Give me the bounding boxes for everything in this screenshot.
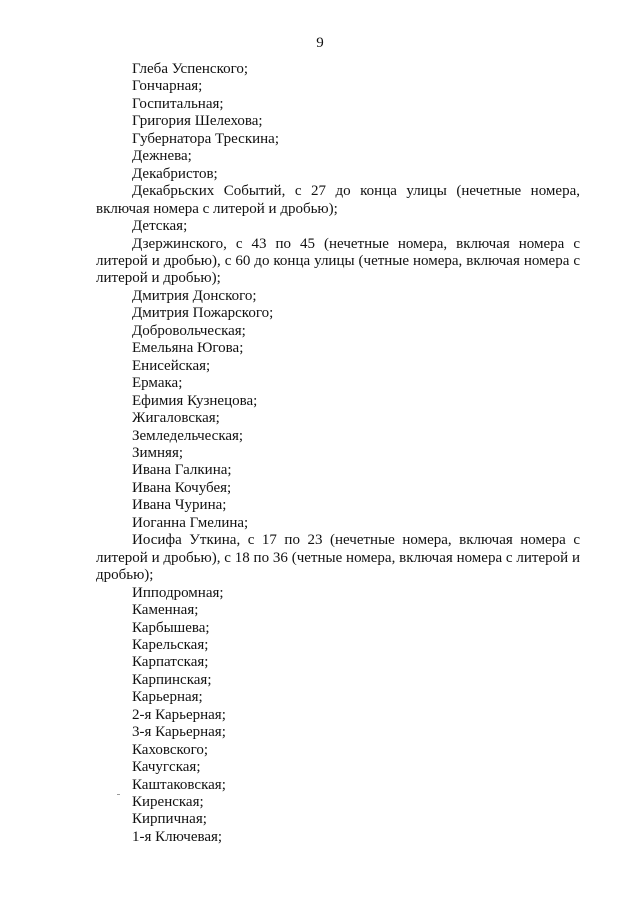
list-item: 3-я Карьерная;: [132, 724, 226, 741]
list-item: Дмитрия Донского;: [132, 287, 257, 304]
list-item: Зимняя;: [132, 444, 184, 461]
list-item: Енисейская;: [132, 357, 211, 374]
list-item: 1-я Ключевая;: [132, 828, 223, 845]
list-item: Карпинская;: [132, 671, 212, 688]
list-item: Земледельческая;: [132, 427, 244, 444]
list-item: Карельская;: [132, 636, 209, 653]
list-item: Карьерная;: [132, 689, 203, 706]
list-item: Ивана Чурина;: [132, 497, 227, 514]
list-item: Ивана Кочубея;: [132, 479, 232, 496]
list-item: Карбышева;: [132, 619, 210, 636]
list-item: Дмитрия Пожарского;: [132, 305, 274, 322]
list-item: Каховского;: [132, 741, 209, 758]
list-item: Иосифа Уткина, с 17 по 23 (нечетные номера, включая номера с литерой и дробью), с 18 по 36 (четные номера, включая номера с литерой и дробью);: [96, 532, 580, 584]
scan-speck: [117, 794, 120, 795]
page-number: 9: [316, 35, 324, 51]
list-item: Ефимия Кузнецова;: [132, 392, 258, 409]
list-item: Карпатская;: [132, 654, 209, 671]
list-item: Иоганна Гмелина;: [132, 514, 249, 531]
list-item: Кирпичная;: [132, 811, 207, 828]
list-item: Григория Шелехова;: [132, 113, 263, 130]
list-item: Каменная;: [132, 602, 199, 619]
list-item: Декабрьских Событий, с 27 до конца улицы (нечетные номера, включая номера с литерой и дробью);: [96, 183, 580, 217]
list-item: Емельяна Югова;: [132, 340, 244, 357]
street-list: [96, 61, 580, 846]
list-item: 2-я Карьерная;: [132, 706, 226, 723]
list-item: Детская;: [132, 218, 188, 235]
list-item: Декабристов;: [132, 165, 218, 182]
list-item: Глеба Успенского;: [132, 61, 249, 77]
list-item: Киренская;: [132, 794, 204, 811]
list-item: Ермака;: [132, 375, 183, 392]
list-item: Качугская;: [132, 759, 201, 776]
list-item: Ипподромная;: [132, 584, 224, 601]
list-item: Гончарная;: [132, 78, 203, 95]
list-item: Жигаловская;: [132, 410, 220, 427]
list-item: Ивана Галкина;: [132, 462, 232, 479]
list-item: Губернатора Трескина;: [132, 130, 280, 147]
list-item: Дзержинского, с 43 по 45 (нечетные номера, включая номера с литерой и дробью), с 60 до конца улицы (четные номера, включая номера с литерой и дробью);: [96, 235, 580, 287]
list-item: Дежнева;: [132, 148, 192, 165]
list-item: Добровольческая;: [132, 322, 246, 339]
list-item: Госпитальная;: [132, 95, 224, 112]
list-item: Каштаковская;: [132, 776, 226, 793]
